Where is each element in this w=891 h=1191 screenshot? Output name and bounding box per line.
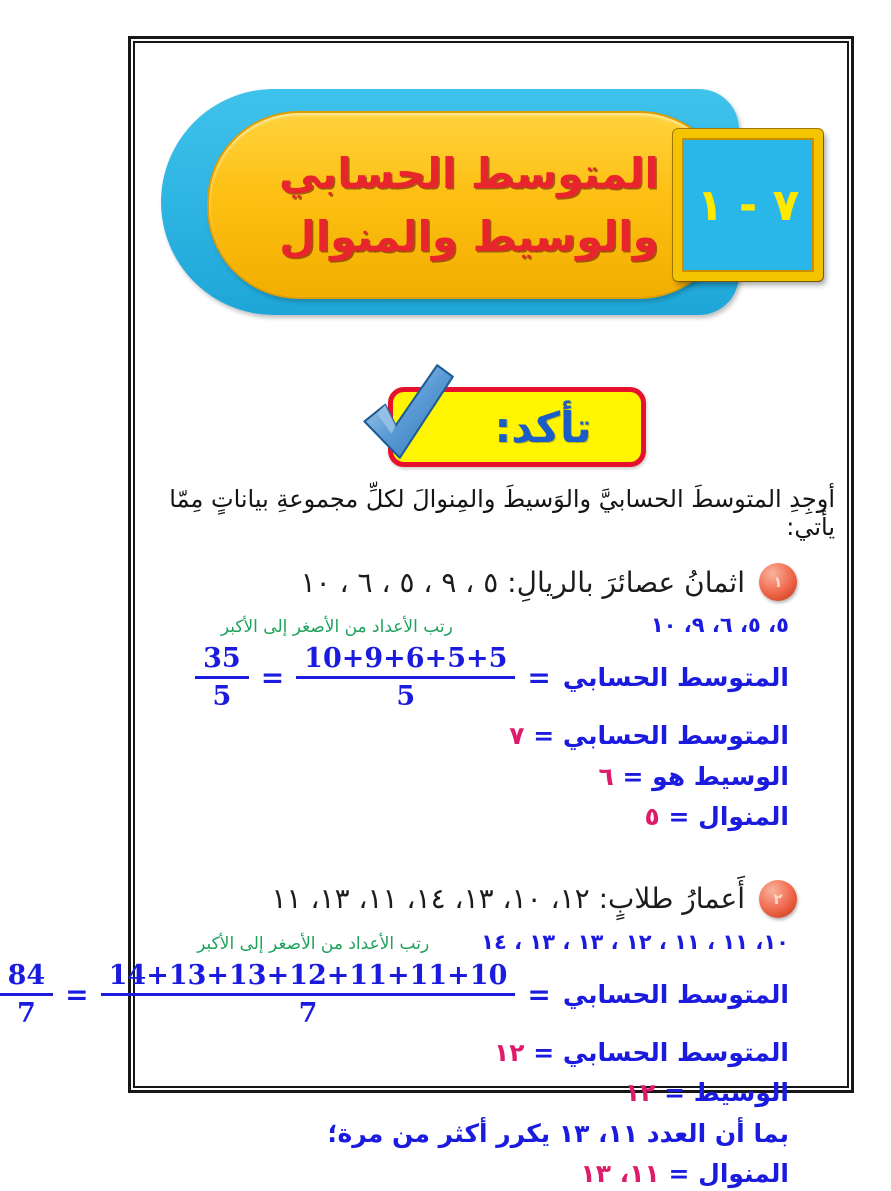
- instruction-text: أوجِدِ المتوسطَ الحسابيَّ والوَسيطَ والمِنوالَ لكلِّ مجموعةِ بياناتٍ مِمّا يأتي:: [169, 485, 835, 541]
- problem-2-mean-label: المتوسط الحسابي: [562, 979, 789, 1009]
- problem-2-statement: أَعمارُ طلابٍ: ١٢، ١٠، ١٣، ١٤، ١١، ١٣، ١١: [271, 882, 745, 916]
- title-banner: [207, 111, 731, 299]
- problem-2-mean-result-label: المتوسط الحسابي =: [533, 1037, 789, 1067]
- page-frame-inner: [7, 41, 849, 1189]
- worksheet-page: [7, 0, 891, 1189]
- problem-2-result-fraction: [0, 960, 53, 1029]
- problem-2-mode-value: ١١، ١٣: [580, 1159, 660, 1189]
- problem-2-mean-value: ١٢: [493, 1037, 525, 1067]
- problem-1-fraction-denominator: 5: [396, 681, 416, 713]
- problem-1-median-value: ٦: [598, 761, 614, 791]
- problem-2-result-numerator: 84: [0, 960, 53, 996]
- problem-1-mean-value: ٧: [509, 721, 525, 751]
- problem-1-mean-label: المتوسط الحسابي: [562, 663, 789, 693]
- problem-1-result-fraction: [195, 643, 249, 712]
- problem-2-mean-equation: [7, 959, 841, 1029]
- problem-1-result-numerator: 35: [195, 643, 249, 679]
- equals-sign: =: [260, 661, 285, 695]
- page-title-line2: والوسيط والمنوال: [279, 212, 659, 261]
- problem-1-sort-note: رتب الأعداد من الأصغر إلى الأكبر: [220, 617, 453, 637]
- problem-1-statement: اثمانُ عصائرَ بالريالِ: ٥ ، ٩ ، ٥ ، ٦ ، ١٠: [300, 565, 745, 599]
- problem-1-fraction-numerator: 10+9+6+5+5: [296, 643, 515, 679]
- problem-1-statement-row: [141, 563, 841, 601]
- page-frame: [7, 36, 854, 1189]
- problem-2-sorted-row: [141, 930, 841, 954]
- lesson-number-box: [673, 129, 823, 281]
- equals-sign: =: [527, 661, 551, 695]
- problem-2-result-denominator: 7: [16, 997, 36, 1029]
- problem-1-sorted-values: ٥، ٥، ٦، ٩، ١٠: [650, 613, 789, 637]
- problem-1-mean-equation: [141, 643, 841, 712]
- problem-1-median-result: [141, 761, 841, 794]
- verify-badge-wrap: [388, 387, 646, 467]
- problem-2-median-label: الوسيط =: [664, 1078, 789, 1108]
- equals-sign: =: [527, 977, 551, 1011]
- problem-2-mean-result: [141, 1037, 841, 1070]
- problem-1-section: [141, 563, 841, 834]
- problem-2-number-badge: ٢: [759, 880, 797, 918]
- problem-1-result-denominator: 5: [212, 681, 232, 713]
- problem-1-median-label: الوسيط هو =: [622, 761, 789, 791]
- problem-1-mean-result-label: المتوسط الحسابي =: [533, 721, 789, 751]
- problem-2-fraction-numerator: 14+13+13+12+11+11+10: [101, 960, 516, 996]
- problem-1-mean-result: [141, 720, 841, 753]
- problem-2-median-result: [141, 1077, 841, 1110]
- problem-1-mode-value: ٥: [644, 802, 660, 832]
- problem-2-mode-label: المنوال =: [668, 1159, 789, 1189]
- problem-2-fraction-denominator: 7: [298, 997, 318, 1029]
- problem-2-sorted-values: ١٠، ١١ ، ١١ ، ١٢ ، ١٣ ، ١٣ ، ١٤: [481, 929, 789, 954]
- checkmark-icon: [354, 357, 458, 465]
- page-title-line1: المتوسط الحسابي: [279, 149, 659, 198]
- problem-2-sort-note: رتب الأعداد من الأصغر إلى الأكبر: [197, 933, 430, 954]
- problem-2-median-value: ١٢: [624, 1078, 656, 1108]
- problem-2-mode-result: [141, 1158, 841, 1191]
- problem-2-section: [7, 880, 841, 1191]
- page-content: [7, 49, 841, 1189]
- problem-1-number-badge: ١: [759, 563, 797, 601]
- lesson-number: ٧ - ١: [696, 179, 800, 231]
- problem-1-sorted-row: [141, 613, 841, 637]
- problem-2-statement-row: [141, 880, 841, 918]
- problem-1-mode-label: المنوال =: [668, 802, 789, 832]
- equals-sign: =: [65, 977, 89, 1011]
- problem-1-mode-result: [141, 801, 841, 834]
- problem-2-sum-fraction: [101, 960, 516, 1029]
- lesson-header: [141, 89, 841, 359]
- problem-2-mode-note: بما أن العدد ١١، ١٣ يكرر أكثر من مرة؛: [327, 1118, 789, 1148]
- problem-1-sum-fraction: [296, 643, 515, 712]
- verify-badge-label: تأكد:: [494, 402, 592, 452]
